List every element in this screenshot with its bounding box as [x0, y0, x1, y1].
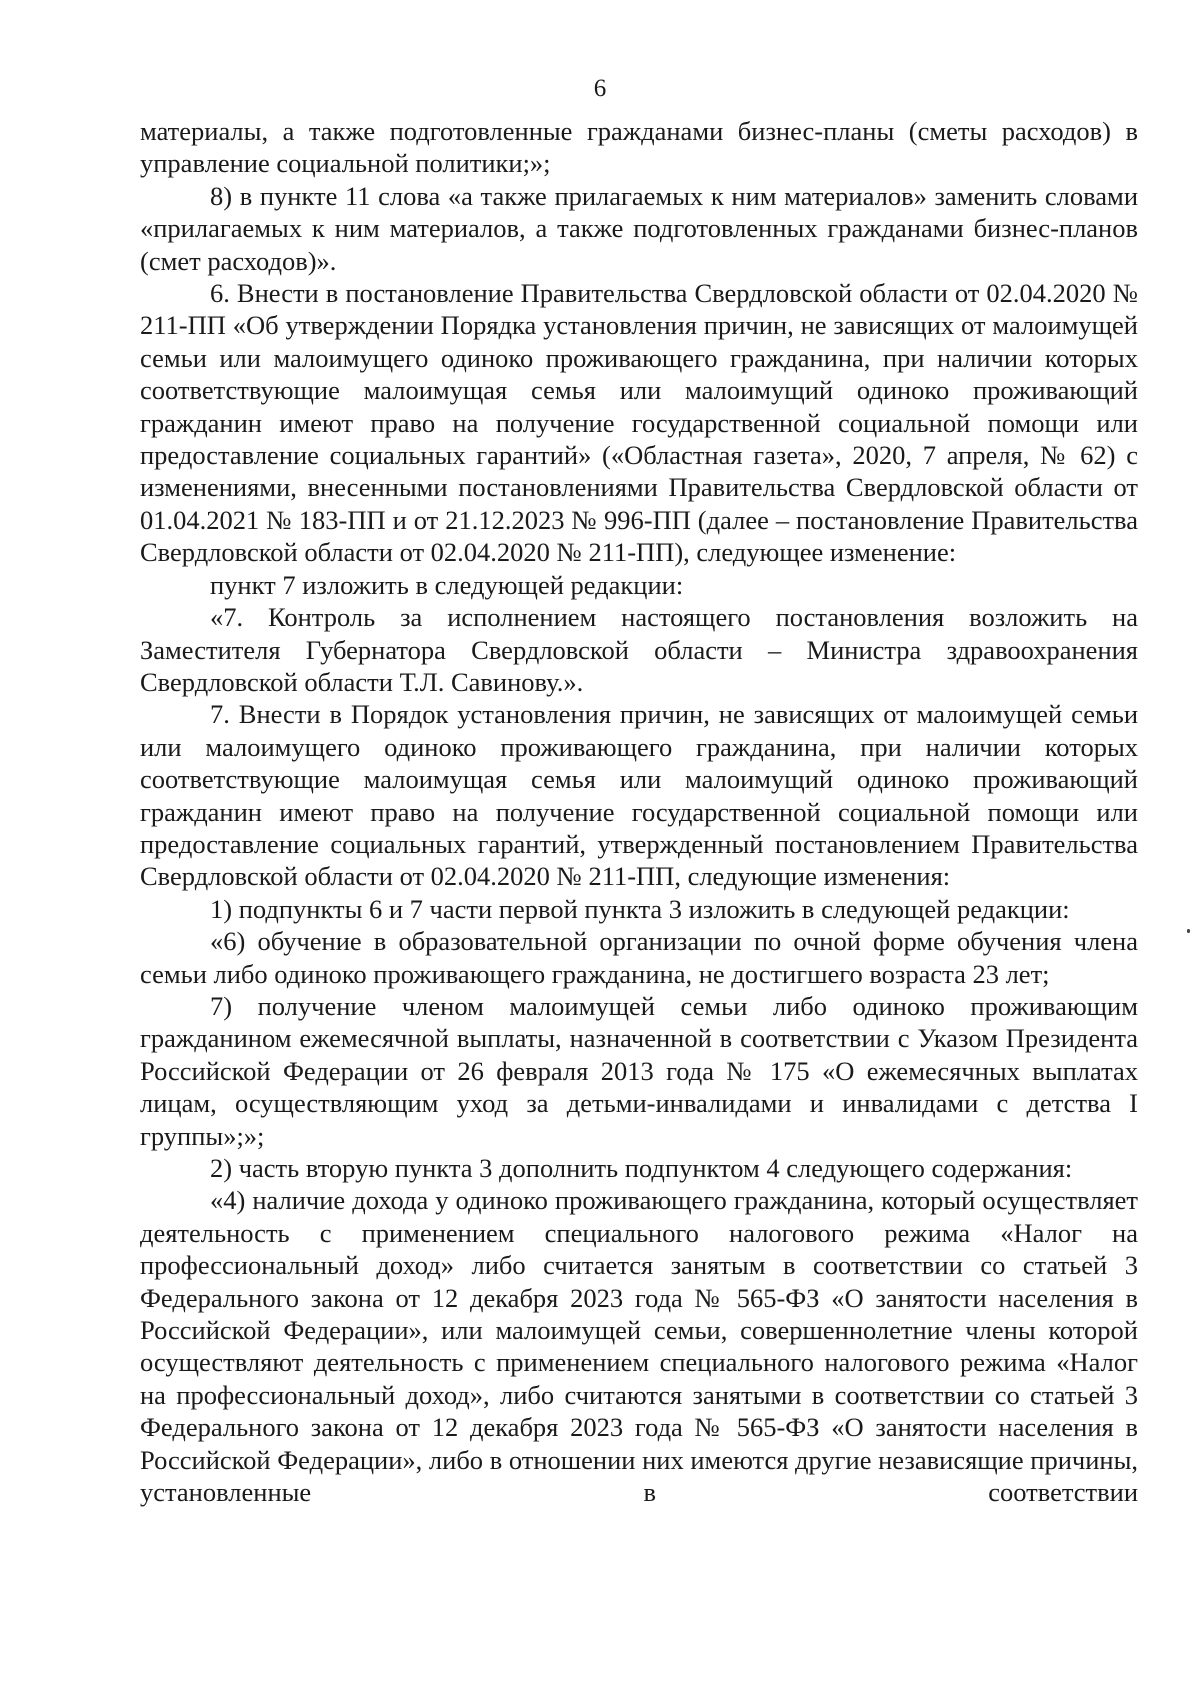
paragraph-continuation: материалы, а также подготовленные гражданами бизнес-планы (сметы расходов) в управление социальной политики;»; [140, 116, 1138, 179]
scan-speck [1187, 929, 1190, 933]
paragraph-subitem-2: 2) часть вторую пункта 3 дополнить подпунктом 4 следующего содержания: [210, 1153, 1073, 1183]
paragraph-subitem-6-text: «6) обучение в образовательной организации по очной форме обучения члена семьи либо одиноко проживающего гражданина, не достигшего возраста 23 лет; [140, 926, 1138, 989]
paragraph-subitem-7-text: 7) получение членом малоимущей семьи либо одиноко проживающим гражданином ежемесячной выплаты, назначенной в соответствии с Указом Президента Российской Федерации от 26 февраля 2013 года № 175 «О ежемесячных выплатах лицам, осуществляющим уход за детьми-инвалидами и инвалидами с детства I группы»;»; [140, 990, 1138, 1151]
page-number: 6 [593, 75, 607, 102]
paragraph-section-7: 7. Внести в Порядок установления причин, не зависящих от малоимущей семьи или малоимущего одиноко проживающего гражданина, при наличии которых соответствующие малоимущая семья или малоимущий одиноко проживающий гражданин имеют право на получение государственной социальной помощи или предоставление социальных гарантий, утвержденный постановлением Правительства Свердловской области от 02.04.2020 № 211-ПП, следующие изменения: [140, 699, 1138, 892]
paragraph-point-7-intro: пункт 7 изложить в следующей редакции: [210, 569, 684, 600]
paragraph-section-6: 6. Внести в постановление Правительства Свердловской области от 02.04.2020 № 211-ПП «Об утверждении Порядка установления причин, не зависящих от малоимущей семьи или малоимущего одиноко проживающего гражданина, при наличии которых соответствующие малоимущая семья или малоимущий одиноко проживающий гражданин имеют право на получение государственной социальной помощи или предоставление социальных гарантий» («Областная газета», 2020, 7 апреля, № 62) с изменениями, внесенными постановлениями Правительства Свердловской области от 01.04.2021 № 183-ПП и от 21.12.2023 № 996-ПП (далее – постановление Правительства Свердловской области от 02.04.2020 № 211-ПП), следующее изменение: [140, 278, 1138, 568]
paragraph-subitem-1: 1) подпункты 6 и 7 части первой пункта 3 изложить в следующей редакции: [210, 893, 1070, 924]
paragraph-item-8: 8) в пункте 11 слова «а также прилагаемых к ним материалов» заменить словами «прилагаемых к ним материалов, а также подготовленных гражданами бизнес-планов (смет расходов)». [140, 180, 1138, 276]
paragraph-subitem-4-text: «4) наличие дохода у одиноко проживающего гражданина, который осуществляет деятельность с применением специального налогового режима «Налог на профессиональный доход» либо считается занятым в соответствии со статьей 3 Федерального закона от 12 декабря 2023 года № 565-ФЗ «О занятости населения в Российской Федерации», или малоимущей семьи, совершеннолетние члены которой осуществляют деятельность с применением специального налогового режима «Налог на профессиональный доход», либо считаются занятыми в соответствии со статьей 3 Федерального закона от 12 декабря 2023 года № 565-ФЗ «О занятости населения в Российской Федерации», либо в отношении них имеются другие независящие причины, установленные в соответствии [140, 1185, 1138, 1508]
paragraph-point-7-text: «7. Контроль за исполнением настоящего постановления возложить на Заместителя Губернатора Свердловской области – Министра здравоохранения Свердловской области Т.Л. Савинову.». [140, 602, 1138, 697]
document-body [140, 115, 1138, 1508]
